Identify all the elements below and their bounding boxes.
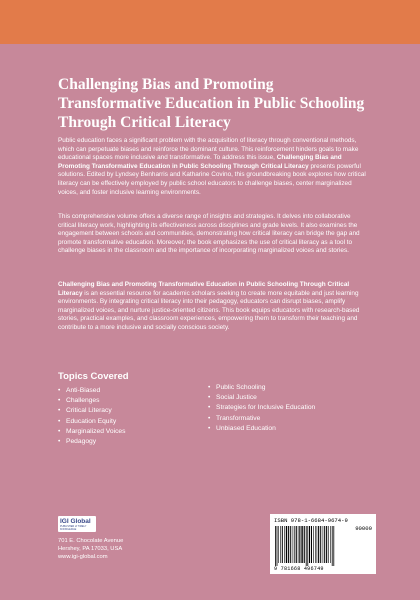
topic-item: • Pedagogy (58, 437, 125, 447)
topic-item: • Public Schooling (208, 383, 315, 393)
topic-item: • Education Equity (58, 417, 125, 427)
topic-item: • Anti-Biased (58, 386, 125, 396)
description-paragraph-3 (58, 281, 370, 333)
topic-item: • Marginalized Voices (58, 427, 125, 437)
paragraph-3-rest: is an essential resource for academic scholars seeking to create more equitable and just learning environments. By integrating critical literacy into their pedagogy, educators can disrupt biases, amplify marginalized voices, and nurture justice-oriented citizens. This book equips educators with research-based stories, practical examples, and classroom experiences, empowering them to transform their teaching and contribute to a more inclusive and socially conscious society. (58, 289, 360, 331)
topic-item: • Social Justice (208, 393, 315, 403)
book-title: Challenging Bias and Promoting Transformative Education in Public Schooling Through Critical Literacy (58, 76, 365, 131)
logo-tagline: PUBLISHER of TIMELY KNOWLEDGE (60, 524, 87, 531)
paragraph-1-bold-title: Challenging Bias and Promoting Transformative Education in Public Schooling Through Critical Literacy (58, 154, 342, 170)
topics-list-left (58, 386, 125, 447)
address-line-1: 701 E. Chocolate Avenue (58, 538, 124, 544)
description-paragraph-1 (58, 137, 370, 197)
paragraph-1-part-2: presents powerful solutions. Edited by Lyndsey Benharris and Katharine Covino, this groundbreaking book explores how critical literacy can be effectively employed by public school educators to challenge biases, center marginalized voices, and foster inclusive learning environments. (58, 162, 366, 196)
publisher-address (58, 537, 123, 561)
description-paragraph-2: This comprehensive volume offers a diverse range of insights and strategies. It delves into collaborative critical literacy work, highlighting its effectiveness across disciplines and grade levels. It also examines the engagement between schools and communities, demonstrating how critical literacy can bridge the gap and promote transformative education. Moreover, the book emphasizes the use of critical literacy as a tool to challenge biases in the classroom and the importance of incorporating marginalized voices and stories. (58, 213, 360, 255)
paragraph-3-bold-title: Challenging Bias and Promoting Transformative Education in Public Schooling Through Critical Literacy (58, 281, 350, 297)
address-line-2: Hershey, PA 17033, USA (58, 546, 123, 552)
isbn-barcode (270, 514, 376, 574)
topic-item: • Unbiased Education (208, 424, 315, 434)
orange-accent-bar (0, 0, 420, 44)
logo-main-text: IGI Global (60, 517, 91, 525)
paragraph-1-part-1: Public education faces a significant problem with the acquisition of literacy through conventional methods, which can perpetuate biases and reinforce the dominant culture. This reinforcement hinders goals to make educational spaces more inclusive and transformative. To address this issue, (58, 137, 359, 162)
topic-item: • Transformative (208, 414, 315, 424)
price-code: 90000 (355, 525, 372, 532)
publisher-logo (58, 516, 96, 532)
publisher-website: www.igi-global.com (58, 554, 108, 560)
topic-item: • Strategies for Inclusive Education (208, 403, 315, 413)
topic-item: • Challenges (58, 396, 125, 406)
topics-list-right (208, 383, 315, 434)
barcode-bars (274, 526, 348, 566)
barcode-number: 9 781668 496749 (274, 566, 324, 572)
topics-heading: Topics Covered (58, 371, 129, 382)
topic-item: • Critical Literacy (58, 406, 125, 416)
isbn-text: ISBN 978-1-6684-9674-9 (274, 517, 348, 524)
